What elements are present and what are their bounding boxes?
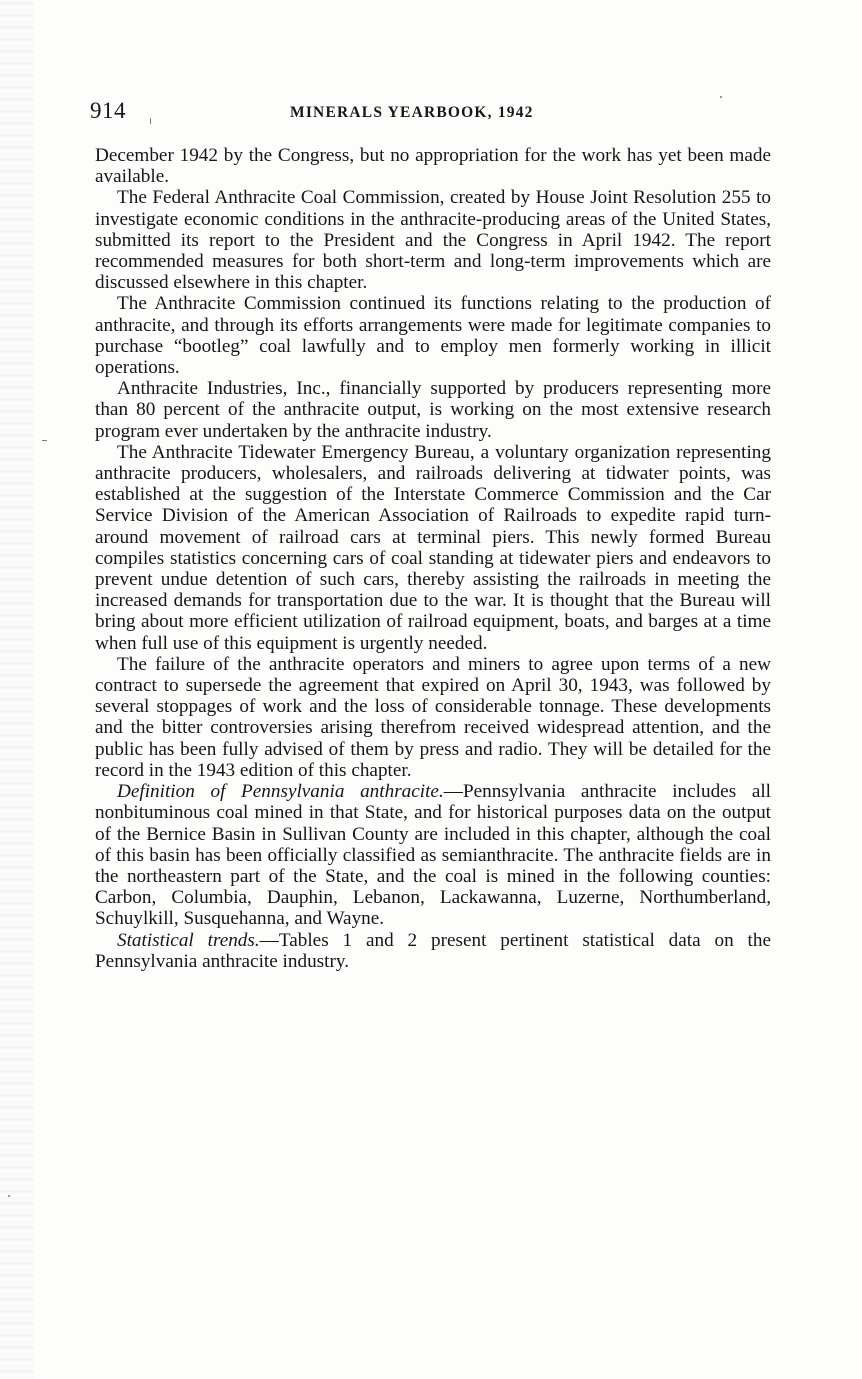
scan-speck (42, 440, 47, 441)
paragraph (95, 187, 771, 293)
paragraph-text: December 1942 by the Congress, but no appropriation for the work has yet been made available. (95, 145, 771, 188)
paragraph-text: The Anthracite Tidewater Emergency Bureau, a voluntary organization representing anthracite producers, wholesalers, and railroads delivering at tidwater points, was established at the suggestion of the Interstate Commerce Commission and the Car Service Division of the American Association of Railroads to expedite rapid turn-around movement of railroad cars at terminal piers. This newly formed Bureau compiles statistics concerning cars of coal standing at tidewater piers and endeavors to prevent undue detention of such cars, thereby assisting the railroads in meeting the increased demands for transportation due to the war. It is thought that the Bureau will bring about more efficient utilization of railroad equipment, boats, and barges at a time when full use of this equipment is urgently needed. (95, 441, 771, 654)
scan-speck (720, 96, 722, 98)
section-lead-definition: Definition of Pennsylvania anthracite. (117, 781, 444, 803)
page-number: 914 (90, 98, 126, 123)
paragraph-text: The Anthracite Commission continued its functions relating to the production of anthracite, and through its efforts arrangements were made for legitimate companies to purchase “bootleg” coal lawfully and to employ men formerly working in illicit operations. (95, 293, 771, 379)
paragraph (95, 930, 771, 972)
scan-speck (150, 118, 151, 124)
paragraph-text: —Tables 1 and 2 present pertinent statistical data on the Pennsylvania anthracite industry. (95, 929, 771, 972)
paragraph (95, 654, 771, 781)
paragraph-text: Anthracite Industries, Inc., financially supported by producers representing more than 80 percent of the anthracite output, is working on the most extensive research program ever undertaken by the anthracite industry. (95, 378, 771, 442)
paragraph-text: The Federal Anthracite Coal Commission, created by House Joint Resolution 255 to investigate economic conditions in the anthracite-producing areas of the United States, submitted its report to the President and the Congress in April 1942. The report recommended measures for both short-term and long-term improvements which are discussed elsewhere in this chapter. (95, 187, 771, 294)
paragraph (95, 781, 771, 929)
paragraph (95, 145, 771, 187)
body-text (95, 145, 771, 972)
scan-edge-shading (0, 0, 34, 1379)
page-header (90, 98, 770, 132)
paragraph (95, 442, 771, 654)
paragraph-text: The failure of the anthracite operators and miners to agree upon terms of a new contract to supersede the agreement that expired on April 30, 1943, was followed by several stoppages of work and the loss of considerable tonnage. These developments and the bitter controversies arising therefrom received widespread attention, and the public has been fully advised of them by press and radio. They will be detailed for the record in the 1943 edition of this chapter. (95, 653, 771, 781)
section-lead-statistical-trends: Statistical trends. (117, 929, 260, 951)
running-head: MINERALS YEARBOOK, 1942 (290, 104, 534, 121)
paragraph (95, 293, 771, 378)
paragraph (95, 378, 771, 442)
scan-speck (8, 1195, 10, 1197)
paragraph-text: —Pennsylvania anthracite includes all nonbituminous coal mined in that State, and for historical purposes data on the output of the Bernice Basin in Sullivan County are included in this chapter, although the coal of this basin has been officially classified as semianthracite. The anthracite fields are in the northeastern part of the State, and the coal is mined in the following counties: Carbon, Columbia, Dauphin, Lebanon, Lackawanna, Luzerne, Northumberland, Schuylkill, Susquehanna, and Wayne. (95, 781, 771, 930)
